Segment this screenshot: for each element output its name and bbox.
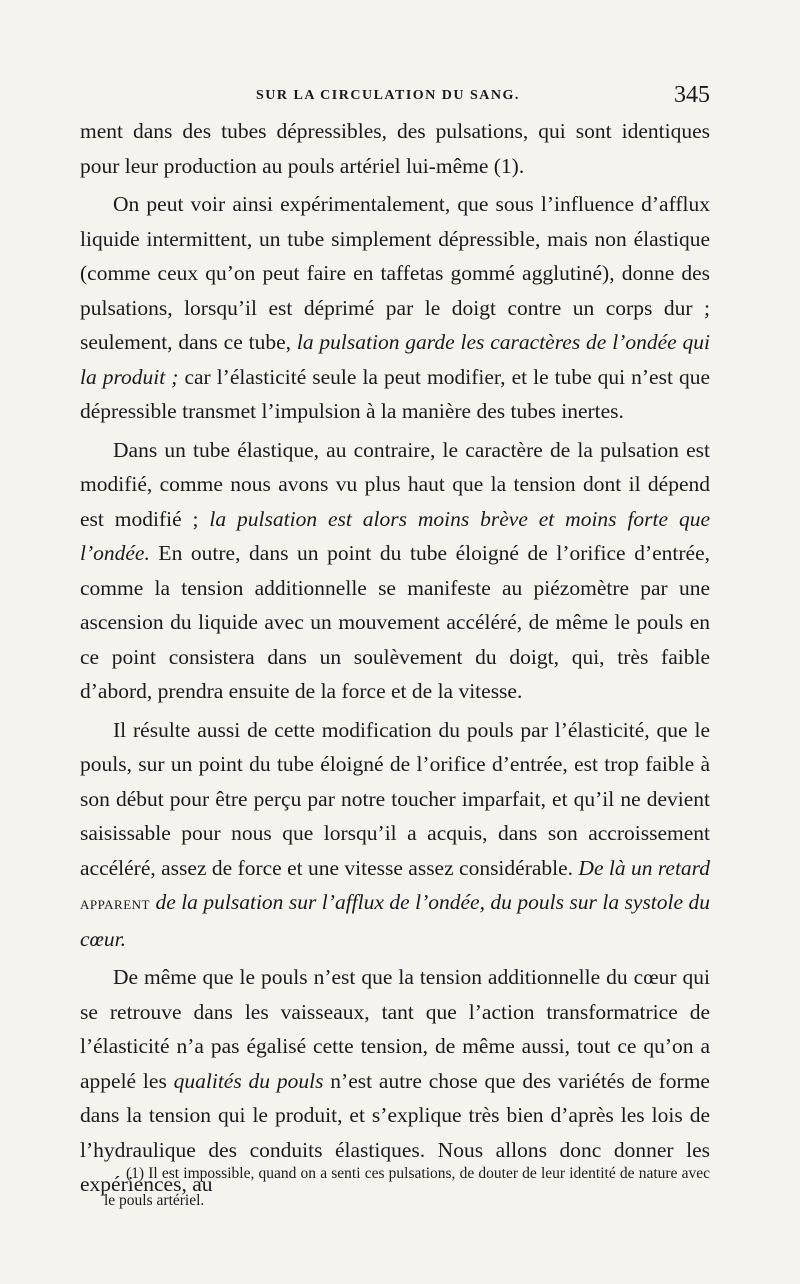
paragraph-2 [80, 187, 710, 429]
paragraph-1: ment dans des tubes dépressibles, des pulsations, qui sont identiques pour leur production au pouls artériel lui-même (1). [80, 119, 710, 178]
paragraph-3-text-b: En outre, dans un point du tube éloigné de l’orifice d’entrée, comme la tension additionnelle se manifeste au piézomètre par une ascension du liquide avec un mouvement accéléré, de même le pouls en ce point consistera dans un soulèvement du doigt, qui, très faible d’abord, prendra ensuite de la force et de la vitesse. [80, 541, 710, 703]
paragraph-3-emphasis: la pulsation est alors moins brève et moins forte que l’ondée. [80, 506, 710, 565]
paragraph-4 [80, 713, 710, 957]
paragraph-3-text-a: Dans un tube élastique, au contraire, le caractère de la pulsation est modifié, comme nous avons vu plus haut que la tension dont il dépend est modifié ; [80, 437, 710, 531]
paragraph-4-emphasis-1: De là un retard [578, 855, 710, 880]
paragraph-2-emphasis: la pulsation garde les caractères de l’ondée qui la produit ; [80, 330, 710, 389]
footnote [104, 1160, 710, 1214]
paragraph-2-text-b: car l’élasticité seule la peut modifier, et le tube qui n’est que dépressible transmet l’impulsion à la manière des tubes inertes. [80, 364, 710, 423]
paragraph-5-text-a: De même que le pouls n’est que la tension additionnelle du cœur qui se retrouve dans les vaisseaux, tant que l’action transformatrice de l’élasticité n’a pas égalisé cette tension, de même aussi, tout ce qu’on a appelé les [80, 965, 710, 1093]
paragraph-4-text-a: Il résulte aussi de cette modification du pouls par l’élasticité, que le pouls, sur un point du tube éloigné de l’orifice d’entrée, est trop faible à son début pour être perçu par notre toucher imparfait, et qu’il ne devient saisissable pour nous que lorsqu’il a acquis, dans son accroissement accéléré, assez de force et une vitesse assez considérable. [80, 717, 710, 880]
page-number: 345 [674, 82, 710, 108]
footnote-text: (1) Il est impossible, quand on a senti ces pulsations, de douter de leur identité de nature avec le pouls artériel. [104, 1165, 710, 1209]
paragraph-4-small-caps: apparent [80, 893, 150, 914]
running-title: SUR LA CIRCULATION DU SANG. [256, 88, 520, 103]
body-text [80, 114, 710, 1202]
paragraph-2-text-a: On peut voir ainsi expérimentalement, que sous l’influence d’afflux liquide intermittent, un tube simplement dépressible, mais non élastique (comme ceux qu’on peut faire en taffetas gommé agglutiné), donne des pulsations, lorsqu’il est déprimé par le doigt contre un corps dur ; seulement, dans ce tube, [80, 192, 710, 354]
paragraph-3 [80, 433, 710, 709]
paragraph-4-emphasis-2: de la pulsation sur l’afflux de l’ondée, du pouls sur la systole du cœur. [80, 890, 711, 951]
paragraph-5-emphasis: qualités du pouls [173, 1068, 324, 1093]
page-header [80, 82, 710, 112]
paragraph-5-text-b: n’est autre chose que des variétés de forme dans la tension qui le produit, et s’explique très bien d’après les lois de l’hydraulique des conduits élastiques. Nous allons donc donner les expériences, au [80, 1068, 710, 1196]
